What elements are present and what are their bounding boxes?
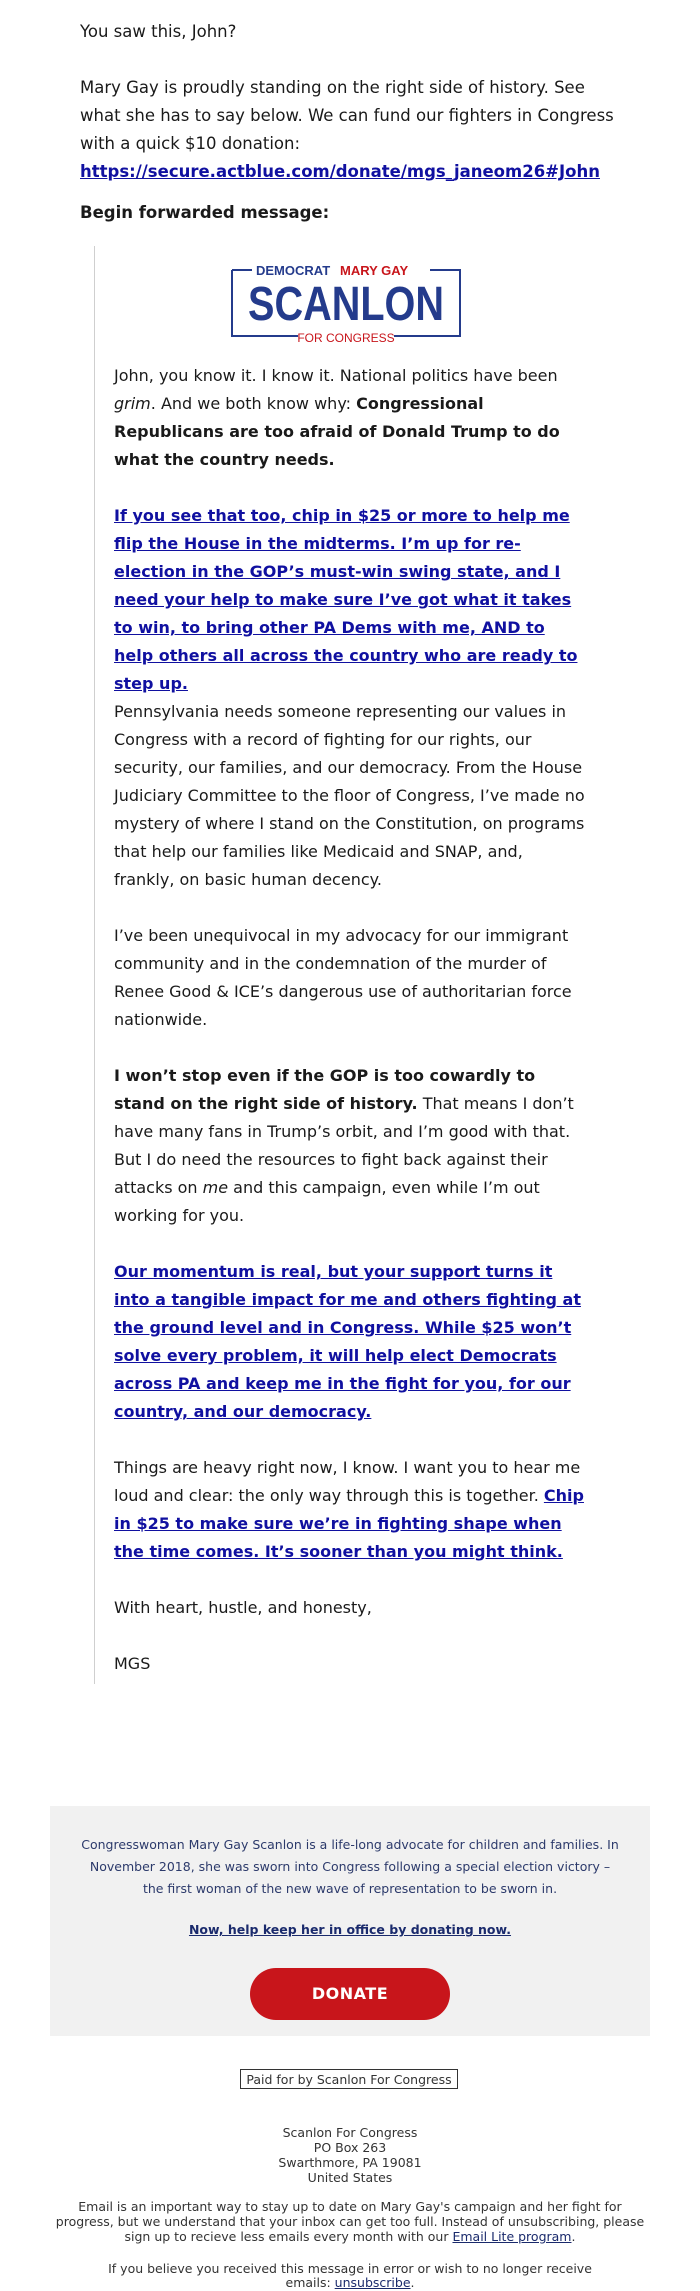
body-paragraph-3: Pennsylvania needs someone representing our values in Congress with a record of fighting for our rights, our security, our families, and our democracy. From the House Judiciary Committee to the floor of Congress, I’ve made no mystery of where I stand on the Constitution, on programs that help our families like Medicaid and SNAP, and, frankly, on basic human decency.: [114, 702, 585, 889]
unsubscribe-note: If you believe you received this message in error or wish to no longer receive emails: unsubscribe.: [108, 2261, 592, 2290]
logo-democrat: DEMOCRAT: [256, 263, 331, 278]
signature: MGS: [114, 1654, 151, 1673]
body-paragraph-4: I’ve been unequivocal in my advocacy for our immigrant community and in the condemnation of the murder of Renee Good & ICE’s dangerous use of authoritarian force nationwide.: [114, 926, 572, 1029]
logo-scanlon: SCANLON: [248, 278, 444, 331]
email-lite-note: Email is an important way to stay up to date on Mary Gay's campaign and her fight for progress, but we understand that your inbox can get too full. Instead of unsubscribing, please sign up to recieve less emails every month with our Email Lite program.: [55, 2199, 645, 2244]
forwarded-quote: [94, 246, 595, 1684]
body-paragraph-5: I won’t stop even if the GOP is too cowardly to stand on the right side of history. That means I don’t have many fans in Trump’s orbit, and I’m good with that. But I do need the resources to fight back against their attacks on me and this campaign, even while I’m out working for you.: [114, 1066, 574, 1225]
intro-text: Mary Gay is proudly standing on the right side of history. See what she has to say below. We can fund our fighters in Congress with a quick $10 donation:: [80, 78, 614, 153]
body-paragraph-6: [114, 1258, 588, 1426]
chip-in-link-2[interactable]: Chip in $25 to make sure we’re in fighting shape when the time comes. It’s sooner than you might think.: [114, 1486, 584, 1561]
donate-link[interactable]: https://secure.actblue.com/donate/mgs_janeom26#John: [80, 162, 600, 181]
bio-text: Congresswoman Mary Gay Scanlon is a life-long advocate for children and families. In November 2018, she was sworn into Congress following a special election victory – the first woman of the new wave of representation to be sworn in.: [81, 1837, 619, 1896]
intro-paragraph: [80, 74, 620, 186]
logo-mary-gay: MARY GAY: [340, 263, 409, 278]
chip-in-link-1[interactable]: If you see that too, chip in $25 or more to help me flip the House in the midterms. I’m up for re-election in the GOP’s must-win swing state, and I need your help to make sure I’ve got what it takes to win, to bring other PA Dems with me, AND to help others all across the country who are ready to step up.: [114, 506, 578, 693]
donate-button[interactable]: DONATE: [250, 1968, 450, 2020]
email-lite-link[interactable]: Email Lite program: [452, 2229, 572, 2244]
paid-for-box: Paid for by Scanlon For Congress: [240, 2069, 458, 2089]
unsubscribe-link[interactable]: unsubscribe: [334, 2275, 411, 2290]
mailing-address: Scanlon For Congress PO Box 263 Swarthmore, PA 19081 United States: [278, 2125, 422, 2185]
closing: With heart, hustle, and honesty,: [114, 1598, 372, 1617]
body-paragraph-7: Things are heavy right now, I know. I want you to hear me loud and clear: the only way through this is together. Chip in $25 to make sure we’re in fighting shape when the time comes. It’s sooner than you might think.: [114, 1458, 584, 1561]
footer-panel: [50, 1806, 650, 2036]
momentum-link[interactable]: Our momentum is real, but your support turns it into a tangible impact for me and others fighting at the ground level and in Congress. While $25 won’t solve every problem, it will help elect Democrats across PA and keep me in the fight for you, for our country, and our democracy.: [114, 1262, 581, 1421]
keep-her-in-office-link[interactable]: Now, help keep her in office by donating now.: [188, 1922, 512, 1937]
forwarded-label: Begin forwarded message:: [80, 203, 330, 222]
body-paragraph-2: [114, 502, 588, 698]
greeting: You saw this, John?: [80, 22, 237, 41]
body-paragraph-1: John, you know it. I know it. National politics have been grim. And we both know why: Congressional Republicans are too afraid of Donald Trump to do what the country needs.: [114, 366, 560, 469]
logo-for-congress: FOR CONGRESS: [297, 331, 395, 345]
